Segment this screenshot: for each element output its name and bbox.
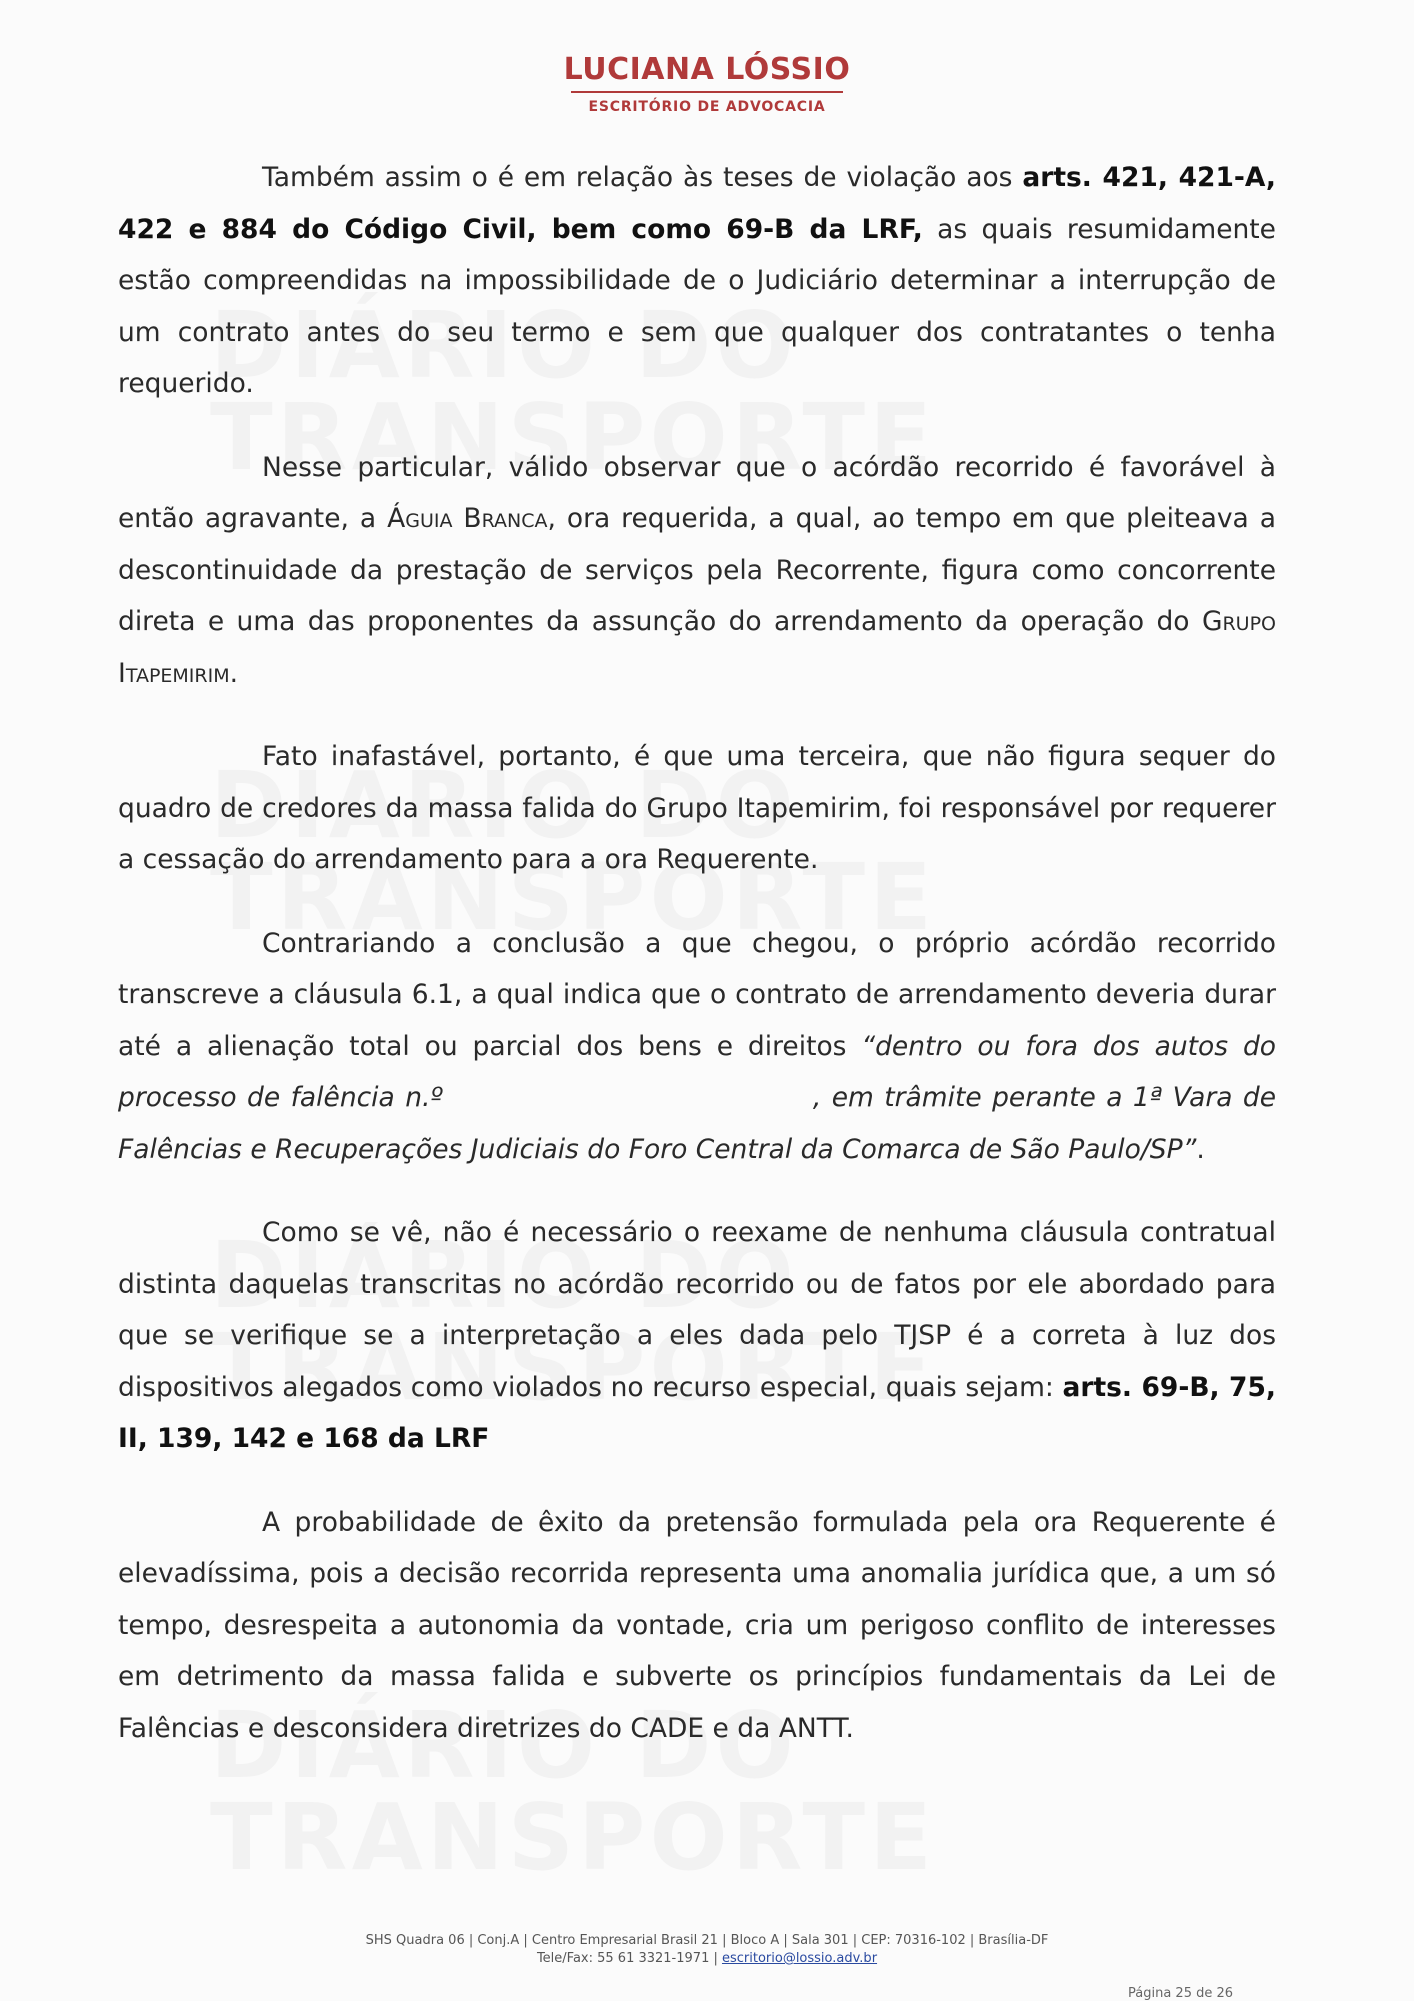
p2-text-a: Nesse particular, válido observar que o acórdão recorrido é favorável à então agravante, a — [118, 451, 1276, 534]
footer — [0, 1932, 1414, 1968]
p5-text-a: Como se vê, não é necessário o reexame de nenhuma cláusula contratual distinta daquelas transcritas no acórdão recorrido ou de fatos por ele abordado para que se verifique se a interpretação a eles dada pelo TJSP é a correta à luz dos dispositivos alegados como violados no recurso especial, quais sejam: — [118, 1217, 1276, 1403]
firm-name: LUCIANA LÓSSIO — [563, 52, 851, 87]
p4-text-a: Contrariando a conclusão a que chegou, o próprio acórdão recorrido transcreve a cláusula 6.1, a qual indica que o contrato de arrendamento deveria durar até a alienação total ou parcial dos bens e direitos — [118, 927, 1276, 1062]
footer-address: SHS Quadra 06 | Conj.A | Centro Empresarial Brasil 21 | Bloco A | Sala 301 | CEP: 70316-102 | Brasília-DF — [365, 1933, 1049, 1948]
letterhead — [0, 52, 1414, 115]
footer-phone: Tele/Fax: 55 61 3321-1971 | — [536, 1951, 722, 1966]
p2-text-e: . — [229, 657, 239, 689]
document-body — [118, 152, 1276, 1786]
p2-text-c: , ora requerida, a qual, ao tempo em que pleiteava a descontinuidade da prestação de serviços pela Recorrente, figura como concorrente direta e uma das proponentes da assunção do arrendamento da operação do — [118, 503, 1276, 637]
p2-company-name: Águia Branca — [387, 503, 548, 534]
p4-quote-end: , em trâmite perante a 1ª Vara de Falências e Recuperações Judiciais do Foro Central da Comarca de São Paulo/SP” — [118, 1082, 1276, 1165]
paragraph-6: A probabilidade de êxito da pretensão formulada pela ora Requerente é elevadíssima, pois a decisão recorrida representa uma anomalia jurídica que, a um só tempo, desrespeita a autonomia da vontade, cria um perigoso conflito de interesses em detrimento da massa falida e subverte os princípios fundamentais da Lei de Falências e desconsidera diretrizes do CADE e da ANTT. — [118, 1506, 1276, 1744]
letterhead-divider — [571, 91, 843, 93]
firm-subtitle: ESCRITÓRIO DE ADVOCACIA — [588, 99, 826, 115]
page-number: Página 25 de 26 — [1128, 1986, 1234, 2001]
p4-quote-start: “dentro ou fora dos autos do processo de falência n.º — [118, 1030, 1276, 1113]
paragraph-4 — [118, 918, 1276, 1176]
p1-text-c: as quais resumidamente estão compreendidas na impossibilidade de o Judiciário determinar a interrupção de um contrato antes do seu termo e sem que qualquer dos contratantes o tenha requerido. — [118, 213, 1276, 399]
p5-bold-citation: arts. 69-B, 75, II, 139, 142 e 168 da LRF — [118, 1371, 1276, 1454]
paragraph-1 — [118, 152, 1276, 410]
footer-email-link[interactable]: escritorio@lossio.adv.br — [721, 1951, 878, 1966]
watermark-line — [210, 1792, 936, 1884]
p2-group-name: Grupo Itapemirim — [118, 606, 1276, 689]
paragraph-3: Fato inafastável, portanto, é que uma terceira, que não figura sequer do quadro de credores da massa falida do Grupo Itapemirim, foi responsável por requerer a cessação do arrendamento para a ora Requerente. — [118, 741, 1276, 875]
p1-bold-citation: arts. 421, 421-A, 422 e 884 do Código Civil, bem como 69-B da LRF, — [118, 162, 1276, 245]
paragraph-2 — [118, 442, 1276, 700]
p1-text-a: Também assim o é em relação às teses de violação aos — [262, 162, 1023, 193]
footer-contact — [0, 1950, 1414, 1968]
p4-text-d: . — [1196, 1133, 1205, 1165]
paragraph-5 — [118, 1207, 1276, 1465]
